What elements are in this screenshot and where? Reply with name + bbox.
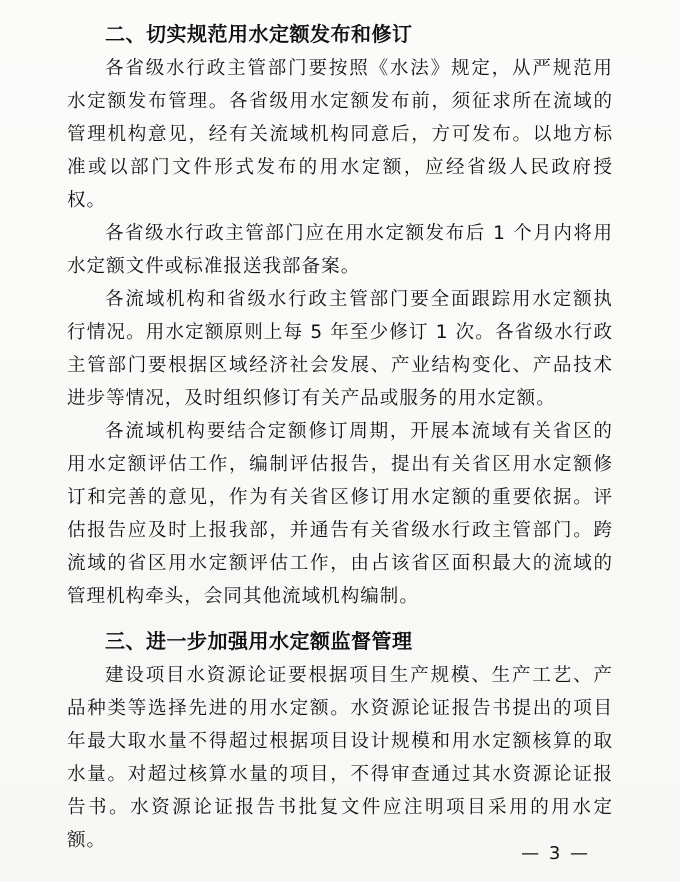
section-two-paragraph-2: 各省级水行政主管部门应在用水定额发布后 1 个月内将用水定额文件或标准报送我部备案。 [67,223,613,277]
section-gap [67,613,613,623]
page-number: — 3 — [521,843,590,864]
section-two-paragraph-3: 各流域机构和省级水行政主管部门要全面跟踪用水定额执行情况。用水定额原则上每 5 年至少修订 1 次。各省级水行政主管部门要根据区域经济社会发展、产业结构变化、产品技术进步等情况，及时组织修订有关产品或服务的用水定额。 [67,289,613,409]
section-heading-three: 三、进一步加强用水定额监督管理 [105,629,413,653]
section-two-paragraph-1: 各省级水行政主管部门要按照《水法》规定，从严规范用水定额发布管理。各省级用水定额发布前，须征求所在流域的管理机构意见，经有关流域机构同意后，方可发布。以地方标准或以部门文件形式发布的用水定额，应经省级人民政府授权。 [67,58,613,211]
section-heading-two: 二、切实规范用水定额发布和修订 [105,22,413,46]
section-two-paragraph-4: 各流域机构要结合定额修订周期，开展本流域有关省区的用水定额评估工作，编制评估报告，提出有关省区用水定额修订和完善的意见，作为有关省区修订用水定额的重要依据。评估报告应及时上报我部，并通告有关省级水行政主管部门。跨流域的省区用水定额评估工作，由占该省区面积最大的流域的管理机构牵头，会同其他流域机构编制。 [67,421,613,607]
section-three-paragraph-1: 建设项目水资源论证要根据项目生产规模、生产工艺、产品种类等选择先进的用水定额。水资源论证报告书提出的项目年最大取水量不得超过根据项目设计规模和用水定额核算的取水量。对超过核算水量的项目，不得审查通过其水资源论证报告书。水资源论证报告书批复文件应注明项目采用的用水定额。 [67,665,613,851]
